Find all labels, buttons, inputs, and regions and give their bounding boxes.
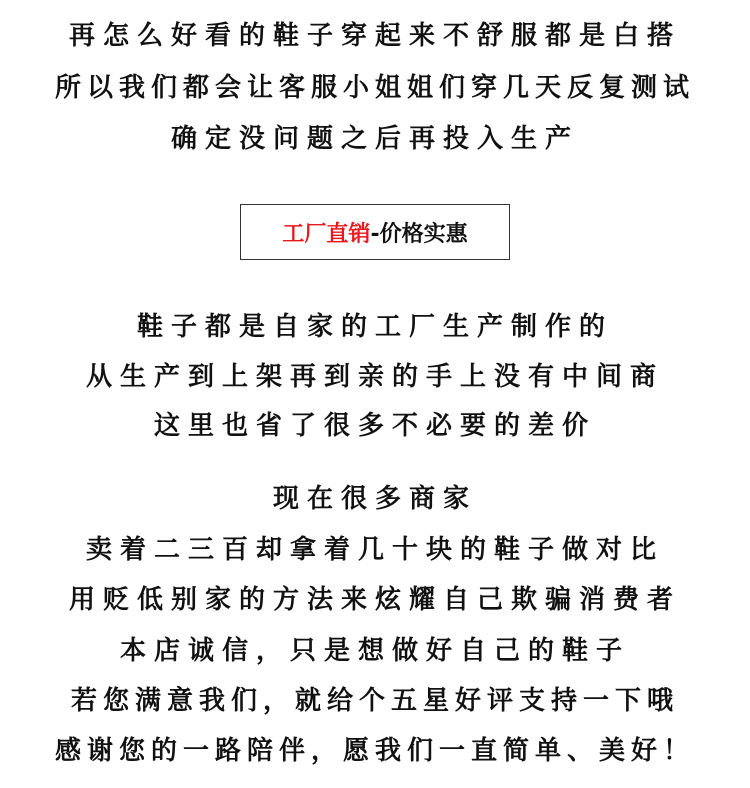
text-line: 本店诚信，只是想做好自己的鞋子 <box>119 636 630 666</box>
text-line: 再怎么好看的鞋子穿起来不舒服都是白搭 <box>68 21 681 51</box>
text-line: 这里也省了很多不必要的差价 <box>153 411 596 441</box>
banner-rest: -价格实惠 <box>370 221 468 247</box>
text-line: 感谢您的一路陪伴，愿我们一直简单、美好！ <box>54 736 695 766</box>
factory-direct-banner <box>240 204 510 260</box>
text-line: 从生产到上架再到亲的手上没有中间商 <box>85 362 664 392</box>
text-line: 所以我们都会让客服小姐姐们穿几天反复测试 <box>54 73 695 103</box>
text-line: 鞋子都是自家的工厂生产制作的 <box>136 312 613 342</box>
text-line: 卖着二三百却拿着几十块的鞋子做对比 <box>85 535 664 565</box>
banner-highlight: 工厂直销 <box>282 221 371 247</box>
text-line: 用贬低别家的方法来炫耀自己欺骗消费者 <box>68 585 681 615</box>
text-line: 若您满意我们，就给个五星好评支持一下哦 <box>70 686 679 716</box>
text-line: 确定没问题之后再投入生产 <box>170 124 579 154</box>
text-line: 现在很多商家 <box>272 484 477 514</box>
